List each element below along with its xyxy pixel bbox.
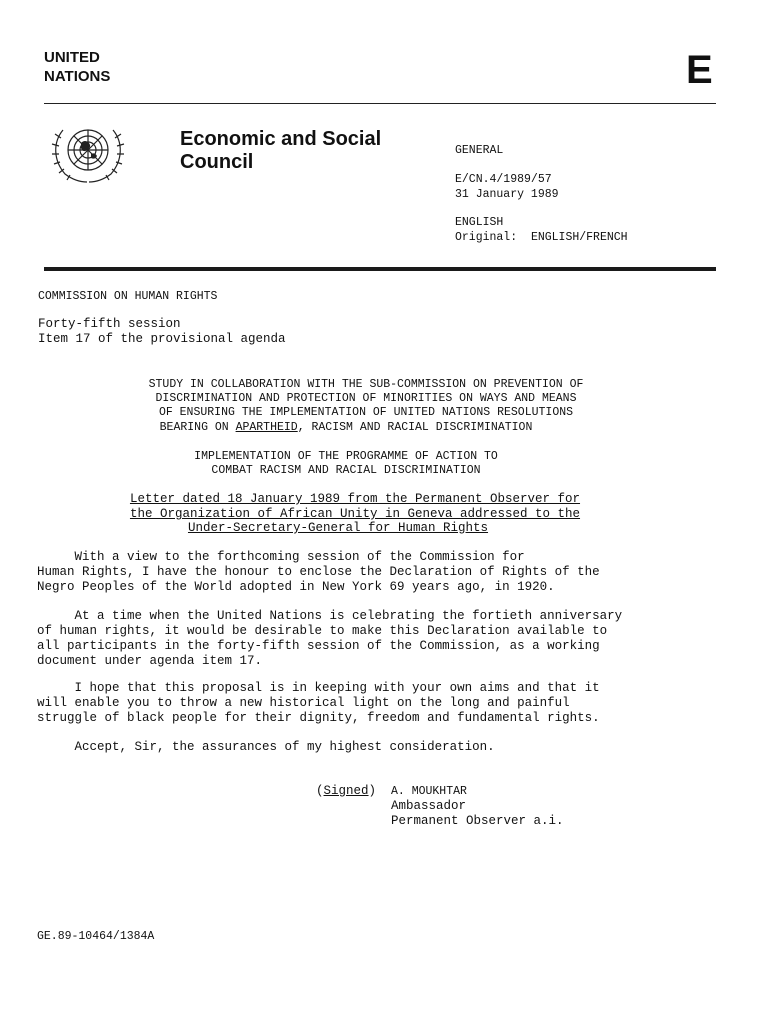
paragraph-3-line-1: I hope that this proposal is in keeping with your own aims and that it bbox=[37, 681, 600, 695]
subtitle-line-2: COMBAT RACISM AND RACIAL DISCRIMINATION bbox=[211, 464, 481, 477]
commission-name: COMMISSION ON HUMAN RIGHTS bbox=[38, 290, 218, 303]
header-divider bbox=[44, 267, 716, 271]
closing-line: Accept, Sir, the assurances of my highest consideration. bbox=[37, 740, 495, 754]
title-line-2: DISCRIMINATION AND PROTECTION OF MINORITIES ON WAYS AND MEANS bbox=[155, 392, 577, 405]
agenda-line: Item 17 of the provisional agenda bbox=[38, 332, 286, 346]
organization-name bbox=[44, 48, 110, 86]
apartheid-term: APARTHEID bbox=[235, 421, 298, 434]
original-label: Original: bbox=[455, 231, 518, 244]
original-value: ENGLISH/FRENCH bbox=[530, 231, 628, 244]
signed-word: Signed bbox=[323, 784, 369, 798]
org-line-1: UNITED bbox=[44, 49, 100, 66]
paragraph-3-line-3: struggle of black people for their dignity, freedom and fundamental rights. bbox=[37, 711, 600, 725]
paragraph-2-line-4: document under agenda item 17. bbox=[37, 654, 263, 668]
title-line-4-start: BEARING ON bbox=[159, 421, 236, 434]
job-number: GE.89-10464/1384A bbox=[37, 930, 155, 943]
subtitle-line-1: IMPLEMENTATION OF THE PROGRAMME OF ACTION TO bbox=[194, 450, 498, 463]
document-language: ENGLISH bbox=[455, 216, 504, 229]
paragraph-1-line-3: Negro Peoples of the World adopted in New York 69 years ago, in 1920. bbox=[37, 580, 555, 594]
distribution: GENERAL bbox=[455, 144, 504, 157]
org-line-2: NATIONS bbox=[44, 68, 111, 85]
signatory-title: Ambassador bbox=[391, 799, 467, 813]
signed-open-paren: ( bbox=[316, 784, 324, 798]
council-line-1: Economic and Social bbox=[180, 128, 382, 150]
council-line-2: Council bbox=[180, 151, 254, 173]
session-line: Forty-fifth session bbox=[38, 317, 181, 331]
document-symbol: E/CN.4/1989/57 bbox=[455, 173, 552, 186]
paragraph-3-line-2: will enable you to throw a new historical light on the long and painful bbox=[37, 696, 570, 710]
title-line-3: OF ENSURING THE IMPLEMENTATION OF UNITED NATIONS RESOLUTIONS bbox=[158, 406, 574, 419]
language-letter: E bbox=[686, 48, 713, 92]
paragraph-2-line-1: At a time when the United Nations is celebrating the fortieth anniversary bbox=[37, 609, 623, 623]
council-name bbox=[180, 128, 381, 174]
signed-note bbox=[316, 784, 376, 799]
document-date: 31 January 1989 bbox=[455, 188, 559, 201]
signatory-name: A. MOUKHTAR bbox=[391, 785, 467, 798]
title-line-1: STUDY IN COLLABORATION WITH THE SUB-COMMISSION ON PREVENTION OF bbox=[148, 378, 584, 391]
un-emblem-icon bbox=[47, 116, 129, 188]
paragraph-1-line-2: Human Rights, I have the honour to enclose the Declaration of Rights of the bbox=[37, 565, 600, 579]
paragraph-1-line-1: With a view to the forthcoming session of the Commission for bbox=[37, 550, 525, 564]
signatory-position: Permanent Observer a.i. bbox=[391, 814, 564, 828]
title-line-4 bbox=[0, 420, 692, 435]
title-line-4-end: , RACISM AND RACIAL DISCRIMINATION bbox=[297, 421, 533, 434]
original-language bbox=[455, 230, 628, 245]
paragraph-2-line-2: of human rights, it would be desirable to make this Declaration available to bbox=[37, 624, 608, 638]
letter-heading-line-2: the Organization of African Unity in Geneva addressed to the bbox=[129, 507, 581, 521]
letter-heading-line-3: Under-Secretary-General for Human Rights bbox=[187, 521, 489, 535]
top-divider bbox=[44, 103, 716, 104]
paragraph-2-line-3: all participants in the forty-fifth session of the Commission, as a working bbox=[37, 639, 600, 653]
signed-close-paren: ) bbox=[368, 784, 377, 798]
letter-heading-line-1: Letter dated 18 January 1989 from the Permanent Observer for bbox=[129, 492, 581, 506]
